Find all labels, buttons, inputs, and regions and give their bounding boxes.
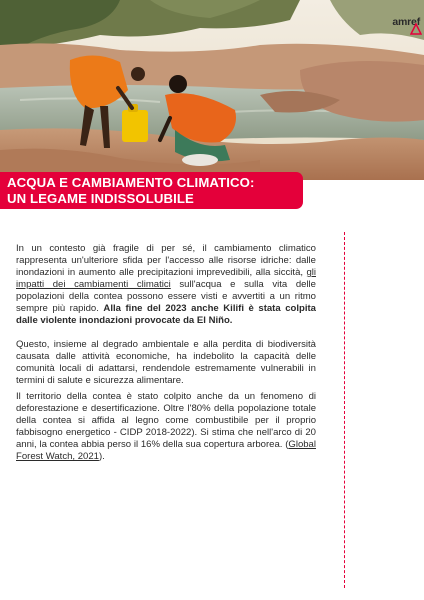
paragraph-1-highlight: Alla fine del 2023 anche Kilifi è stata colpita dalle violente inondazioni provocate da El Niño. <box>16 303 316 326</box>
page-title-line-1: ACQUA E CAMBIAMENTO CLIMATICO: <box>7 175 255 190</box>
paragraph-1-text-b: sull'acqua e sulla vita delle popolazioni della contea possono essere visti e avvertiti a un ritmo sempre più rapido. <box>16 279 316 314</box>
page-title-line-2: UN LEGAME INDISSOLUBILE <box>7 191 194 206</box>
global-forest-watch-link[interactable]: Global Forest Watch, 2021 <box>16 439 316 462</box>
paragraph-1-text-a: In un contesto già fragile di per sé, il cambiamento climatico rappresenta un'ulteriore sfida per l'accesso alle risorse idriche: dalle inondazioni in aumento alle precipitazioni imprevedibili, alla siccità, <box>16 243 316 278</box>
logo-text: amref <box>392 16 420 28</box>
paragraph-3 <box>16 391 316 463</box>
article-body <box>16 243 316 463</box>
paragraph-1 <box>16 243 316 327</box>
side-dashed-rule <box>344 232 345 588</box>
logo-mark-icon <box>410 23 422 35</box>
paragraph-2: Questo, insieme al degrado ambientale e alla perdita di biodiversità causata dalle attività economiche, ha indebolito la capacità delle comunità locali di adattarsi, rendendole estremamente vulnerabili in termini di salute e sicurezza alimentare. <box>16 339 316 386</box>
hero-photo <box>0 0 424 180</box>
paragraph-3-text-a: Il territorio della contea è stato colpito anche da un fenomeno di deforestazione e desertificazione. Oltre l'80% della popolazione totale della contea si affida al legno come combustibile per il proprio fabbisogno energetico - CIDP 2018-2022). Si stima che nell'arco di 20 anni, la contea abbia perso il 16% della sua copertura arborea. ( <box>16 391 316 450</box>
hero-illustration <box>0 0 424 180</box>
paragraph-3-text-b: ). <box>98 451 105 462</box>
amref-logo[interactable] <box>370 15 422 37</box>
climate-impacts-link[interactable]: gli impatti dei cambiamenti climatici <box>16 267 316 290</box>
title-banner <box>0 172 303 209</box>
